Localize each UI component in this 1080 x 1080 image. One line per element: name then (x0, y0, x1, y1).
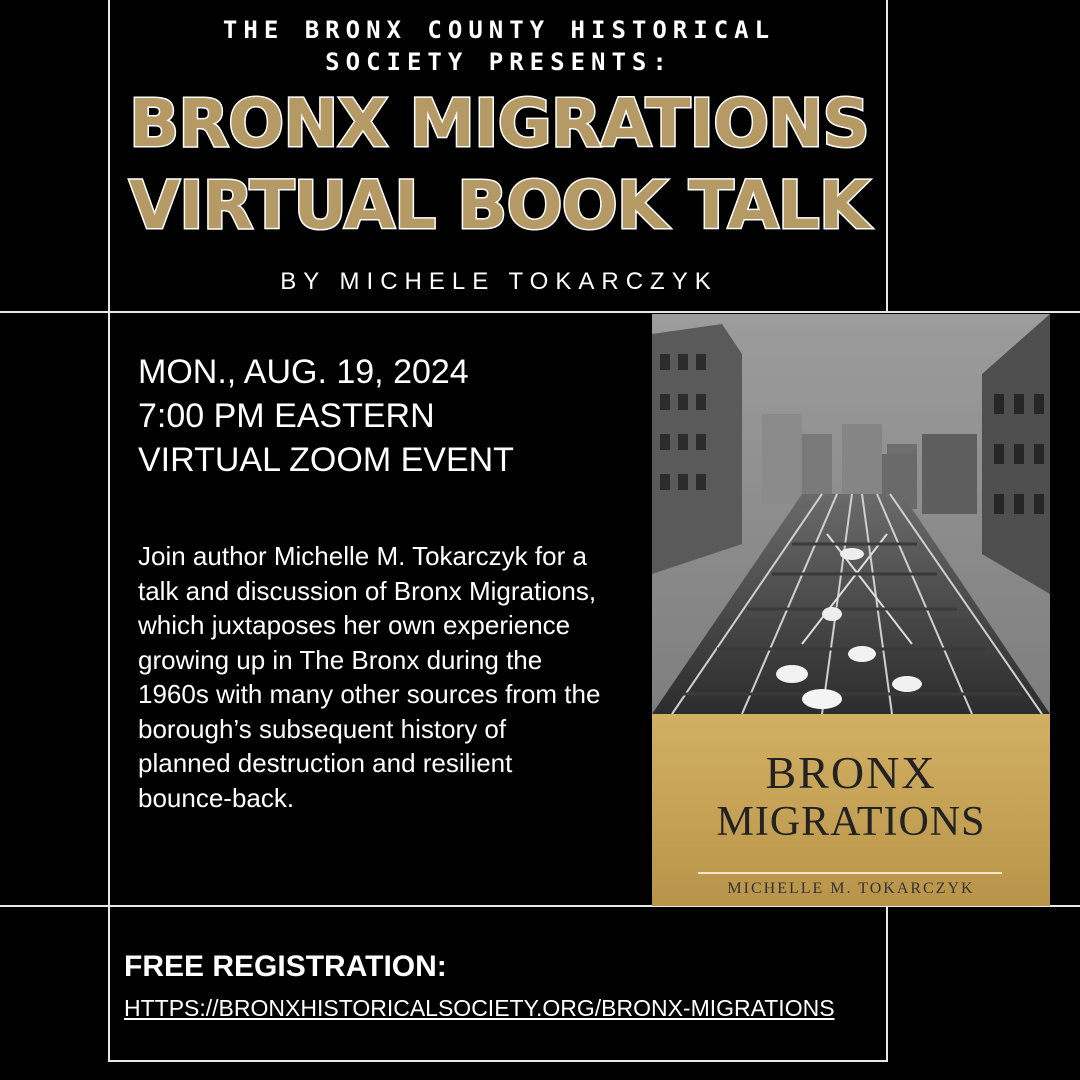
frame-line (886, 906, 888, 1062)
frame-line (108, 1060, 888, 1062)
cover-title-line-2: MIGRATIONS (716, 799, 986, 845)
cover-author: MICHELLE M. TOKARCZYK (727, 880, 975, 897)
event-title-line-2: VIRTUAL BOOK TALK (128, 167, 869, 244)
presenter-line-2: SOCIETY PRESENTS: (325, 48, 673, 76)
cover-title-line-1: BRONX (765, 747, 937, 798)
event-details (138, 350, 514, 482)
frame-line (0, 311, 1080, 313)
event-time: 7:00 PM EASTERN (138, 397, 435, 435)
registration-link[interactable]: HTTPS://BRONXHISTORICALSOCIETY.ORG/BRONX-MIGRATIONS (124, 995, 835, 1021)
book-cover (652, 314, 1050, 906)
presenter-text (110, 14, 888, 78)
cover-divider (698, 872, 1002, 874)
presenter-line-1: THE BRONX COUNTY HISTORICAL (222, 16, 776, 44)
event-description: Join author Michelle M. Tokarczyk for a talk and discussion of Bronx Migrations, which juxtaposes her own experience growing up in The Bronx during the 1960s with many other sources from the borough’s subsequent history of planned destruction and resilient bounce-back. (138, 541, 601, 813)
event-title-line-1: BRONX MIGRATIONS (129, 85, 869, 162)
event-format: VIRTUAL ZOOM EVENT (138, 441, 514, 479)
byline: BY MICHELE TOKARCZYK (280, 268, 718, 295)
event-date: MON., AUG. 19, 2024 (138, 353, 469, 391)
registration-label: FREE REGISTRATION: (124, 950, 447, 983)
